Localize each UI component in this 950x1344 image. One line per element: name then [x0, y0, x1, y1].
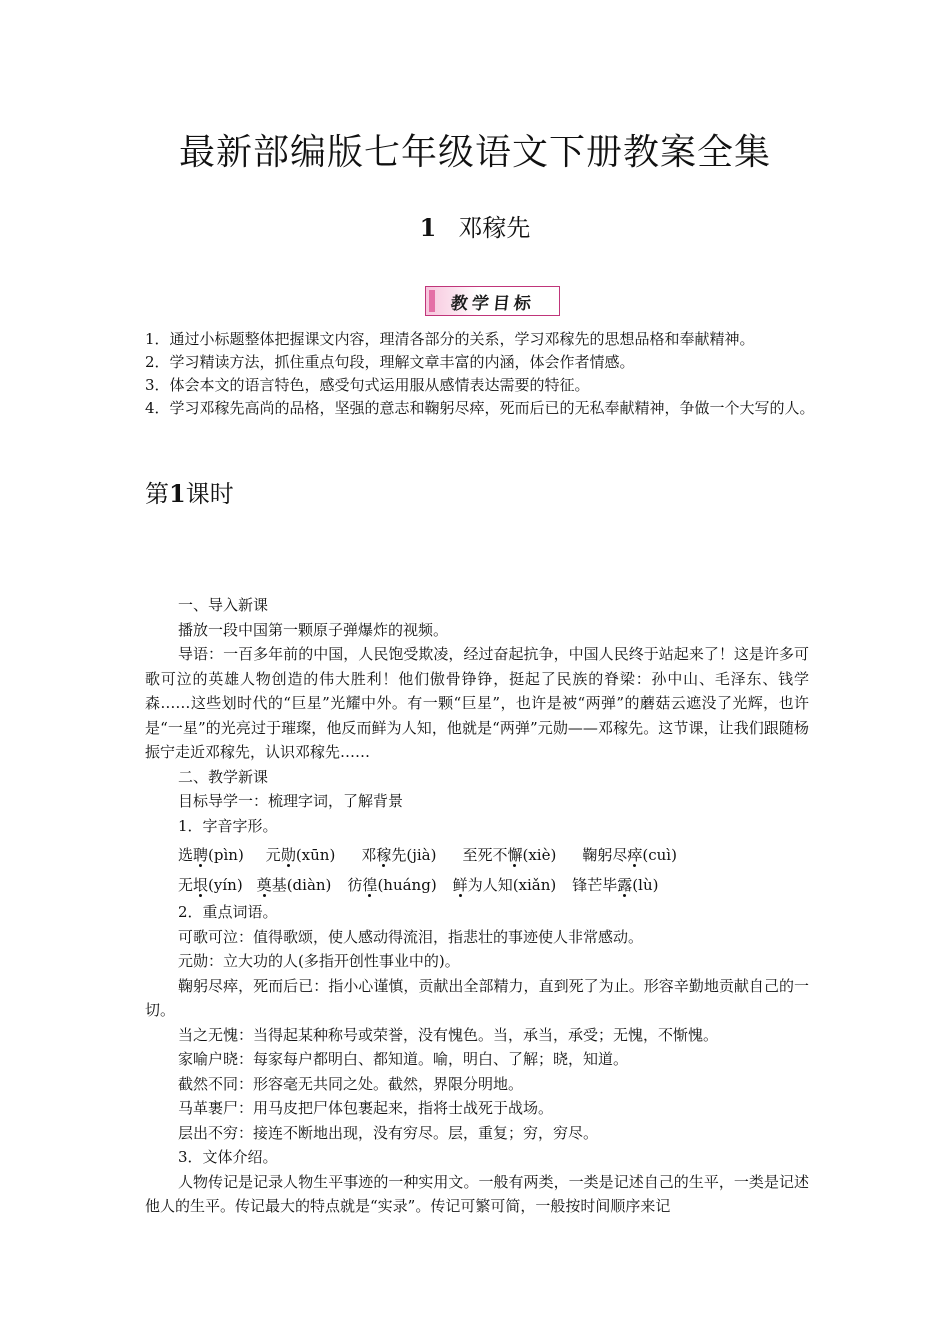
paragraph: 截然不同：形容毫无共同之处。截然，界限分明地。: [178, 1074, 524, 1093]
vocab-item: 彷徨(huáng): [347, 876, 437, 894]
period-suffix: 课时: [185, 480, 234, 508]
vocab-item: 元勋(xūn): [265, 846, 336, 864]
lesson-number: 1: [419, 213, 437, 242]
paragraph: 播放一段中国第一颗原子弹爆炸的视频。: [178, 620, 449, 639]
paragraph: 家喻户晓：每家每户都明白、都知道。喻，明白、了解；晓，知道。: [178, 1050, 629, 1068]
paragraph: 2．重点词语。: [178, 903, 278, 921]
section-heading-intro: 一、导入新课: [178, 596, 269, 614]
lesson-name: 邓稼先: [458, 214, 531, 242]
section-heading-new-lesson: 二、教学新课: [178, 767, 269, 786]
badge-frame: [425, 286, 560, 316]
vocab-row: [178, 870, 809, 900]
teaching-objectives-badge: [425, 286, 560, 316]
paragraph: 人物传记是记录人物生平事迹的一种实用文。一般有两类，一类是记述自己的生平，一类是记述他人的生平。传记最大的特点就是“实录”。传记可繁可简，一般按时间顺序来记: [145, 1172, 809, 1215]
objective-item: 1．通过小标题整体把握课文内容，理清各部分的关系，学习邓稼先的思想品格和奉献精神。: [145, 330, 755, 348]
badge-label: 教学目标: [449, 293, 536, 314]
vocab-item: 鲜为人知(xiǎn): [452, 876, 557, 894]
objective-item: 4．学习邓稼先高尚的品格，坚强的意志和鞠躬尽瘁，死而后已的无私奉献精神，争做一个大写的人。: [145, 399, 815, 417]
paragraph: 1．字音字形。: [178, 816, 278, 835]
paragraph: 目标导学一：梳理字词，了解背景: [178, 792, 404, 810]
objectives-list: [145, 328, 815, 420]
objective-item: 2．学习精读方法，抓住重点句段，理解文章丰富的内涵，体会作者情感。: [145, 353, 635, 371]
lesson-title: [0, 208, 950, 243]
vocab-item: 选聘(pìn): [178, 846, 244, 864]
objective-item: 3．体会本文的语言特色，感受句式运用服从感情表达需要的特征。: [145, 376, 590, 394]
paragraph: 元勋：立大功的人(多指开创性事业中的)。: [178, 952, 460, 970]
paragraph: 导语：一百多年前的中国，人民饱受欺凌，经过奋起抗争，中国人民终于站起来了！这是许多可歌可泣的英雄人物创造的伟大胜利！他们傲骨铮铮，挺起了民族的脊梁：孙中山、毛泽东、钱学森……这些划时代的“巨星”光耀中外。有一颗“巨星”，也许是被“两弹”的蘑菇云遮没了光辉，也许是“一星”的光亮过于璀璨，他反而鲜为人知，他就是“两弹”元勋——邓稼先。这节课，让我们跟随杨振宁走近邓稼先，认识邓稼先……: [145, 645, 809, 761]
document-title: 最新部编版七年级语文下册教案全集: [178, 132, 771, 173]
vocab-item: 至死不懈(xiè): [462, 846, 557, 864]
paragraph: 当之无愧：当得起某种称号或荣誉，没有愧色。当，承当，承受；无愧，不惭愧。: [178, 1025, 719, 1044]
vocab-item: 锋芒毕露(lù): [572, 876, 659, 894]
paragraph: 层出不穷：接连不断地出现，没有穷尽。层，重复；穷，穷尽。: [178, 1123, 599, 1142]
lesson-body: [145, 593, 809, 1219]
vocab-item: 无垠(yín): [178, 876, 243, 894]
paragraph: 鞠躬尽瘁，死而后已：指小心谨慎，贡献出全部精力，直到死了为止。形容辛勤地贡献自己的一切。: [145, 976, 809, 1019]
period-number: 1: [169, 479, 186, 508]
paragraph: 可歌可泣：值得歌颂，使人感动得流泪，指悲壮的事迹使人非常感动。: [178, 927, 644, 946]
paragraph: 3．文体介绍。: [178, 1148, 278, 1166]
vocab-row: [178, 840, 809, 870]
vocab-item: 邓稼先(jià): [361, 846, 437, 864]
paragraph: 马革裹尸：用马皮把尸体包裹起来，指将士战死于战场。: [178, 1099, 554, 1117]
period-prefix: 第: [145, 480, 169, 508]
vocab-item: 鞠躬尽瘁(cuì): [582, 846, 677, 864]
period-heading: [145, 474, 234, 509]
vocab-item: 奠基(diàn): [256, 876, 332, 894]
